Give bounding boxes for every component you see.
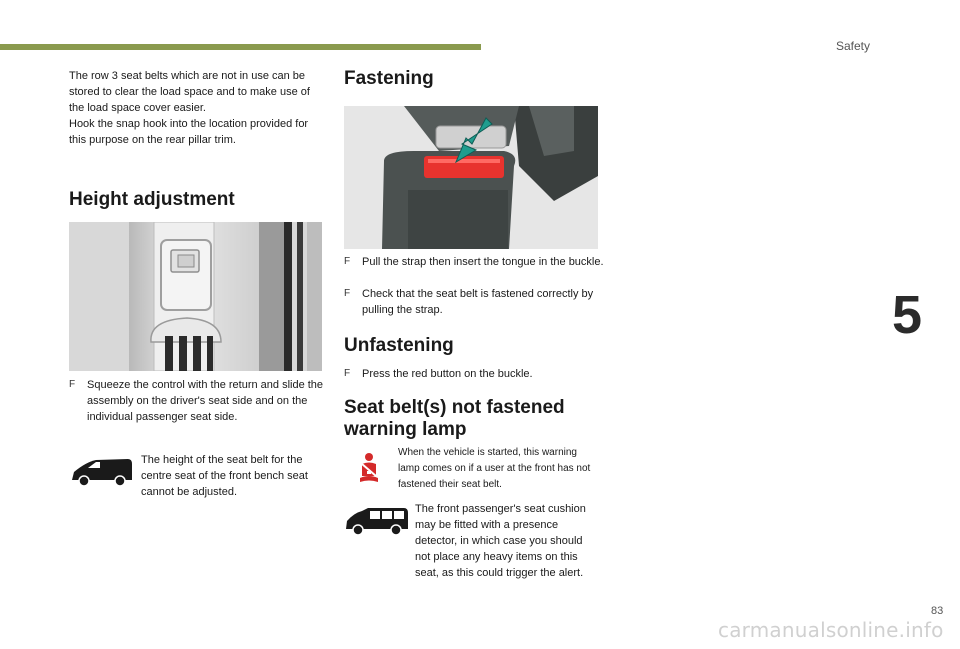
buckle-illustration (344, 106, 598, 249)
intro-line-2: Hook the snap hook into the location provided for this purpose on the rear pillar trim. (69, 118, 309, 146)
header-accent-bar (0, 44, 481, 50)
intro-line-1: The row 3 seat belts which are not in use can be stored to clear the load space and to make use of the load space cover easier. (69, 70, 310, 114)
fastening-heading: Fastening (344, 68, 434, 89)
height-adjustment-bullet (69, 377, 339, 425)
warning-lamp-note: When the vehicle is started, this warning lamp comes on if a user at the front has not fastened their seat belt. (398, 447, 591, 490)
warning-heading-line-2: warning lamp (344, 419, 467, 440)
bullet-marker: F (344, 256, 351, 267)
fastening-bullet-2 (344, 286, 610, 318)
watermark: carmanualsonline.info (718, 618, 944, 642)
warning-heading-line-1: Seat belt(s) not fastened (344, 397, 565, 418)
warning-lamp-heading (344, 397, 565, 441)
bullet-marker: F (344, 368, 351, 379)
height-adjustment-illustration (69, 222, 322, 371)
height-adjustment-heading: Height adjustment (69, 189, 235, 210)
unfastening-heading: Unfastening (344, 335, 454, 356)
fastening-bullet-1 (344, 254, 610, 270)
bullet-text: Pull the strap then insert the tongue in the buckle. (362, 256, 604, 268)
bullet-text: Press the red button on the buckle. (362, 368, 533, 380)
chapter-number: 5 (892, 285, 923, 345)
unfastening-bullet (344, 366, 610, 382)
bullet-text: Squeeze the control with the return and slide the assembly on the driver's seat side and on the individual passenger seat side. (87, 379, 324, 423)
bullet-marker: F (344, 288, 351, 299)
mpv-icon (344, 505, 410, 537)
bullet-text: Check that the seat belt is fastened correctly by pulling the strap. (362, 288, 594, 316)
bullet-marker: F (69, 379, 76, 390)
van-icon (70, 456, 134, 488)
centre-seat-note: The height of the seat belt for the centre seat of the front bench seat cannot be adjusted. (141, 454, 308, 498)
seatbelt-warning-icon (356, 452, 382, 486)
page-number: 83 (931, 605, 944, 617)
presence-detector-note: The front passenger's seat cushion may be fitted with a presence detector, in which case you should not place any heavy items on this seat, as this could trigger the alert. (415, 503, 586, 579)
intro-text (69, 68, 319, 148)
section-label: Safety (836, 39, 871, 53)
